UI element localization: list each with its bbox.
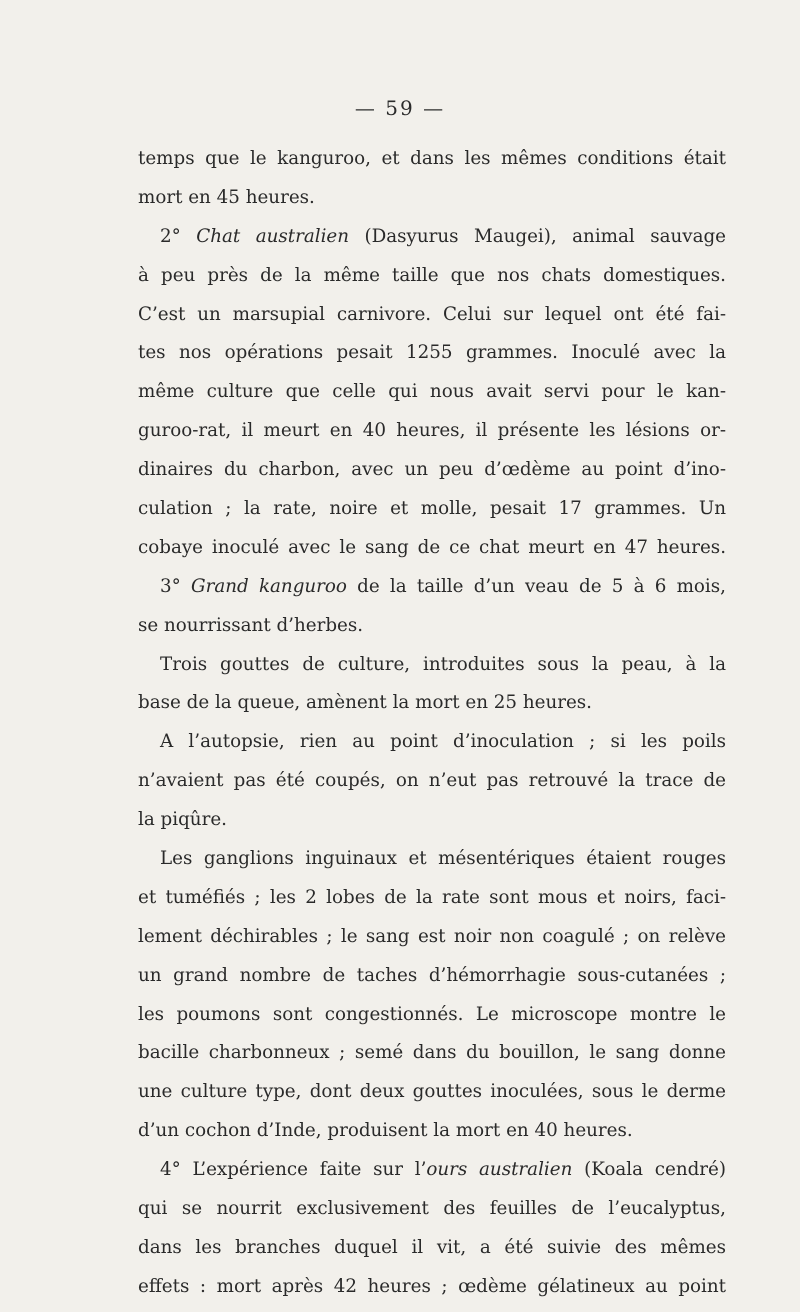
line-text: dans les branches duquel il vit, a été suivie des mêmes xyxy=(138,1236,726,1258)
text-line xyxy=(138,1229,726,1268)
text-line xyxy=(138,1034,726,1073)
text-line xyxy=(138,840,726,879)
line-text: effets : mort après 42 heures ; œdème gélatineux au point xyxy=(138,1275,726,1297)
line-text: lement déchirables ; le sang est noir non coagulé ; on relève xyxy=(138,925,726,947)
text-line xyxy=(138,451,726,490)
line-text: guroo-rat, il meurt en 40 heures, il présente les lésions or- xyxy=(138,420,726,442)
text-line xyxy=(138,490,726,529)
text-line xyxy=(138,918,726,957)
text-line xyxy=(138,957,726,996)
line-text: qui se nourrit exclusivement des feuilles de l’eucalyptus, xyxy=(138,1198,726,1220)
text-line xyxy=(138,801,726,840)
line-text: de la taille d’un veau de 5 à 6 mois, xyxy=(346,575,726,597)
text-line xyxy=(138,607,726,646)
text-line xyxy=(138,529,726,568)
line-text: Les ganglions inguinaux et mésentériques étaient rouges xyxy=(160,848,726,870)
line-text: une culture type, dont deux gouttes inoculées, sous le derme xyxy=(138,1081,726,1103)
line-text: d’un cochon d’Inde, produisent la mort en 40 heures. xyxy=(138,1120,633,1142)
line-prefix: 2° xyxy=(160,225,197,247)
line-text: Trois gouttes de culture, introduites sous la peau, à la xyxy=(160,653,726,675)
line-text: mort en 45 heures. xyxy=(138,186,315,208)
text-line xyxy=(138,179,726,218)
line-text: (Dasyurus Maugei), animal sauvage xyxy=(349,225,726,247)
line-text: base de la queue, amènent la mort en 25 heures. xyxy=(138,692,592,714)
italic-term: ours australien xyxy=(426,1159,573,1181)
line-prefix: 4° L’expérience faite sur l’ xyxy=(160,1159,427,1181)
text-line xyxy=(138,568,726,607)
line-text: culation ; la rate, noire et molle, pesait 17 grammes. Un xyxy=(138,498,726,520)
text-line xyxy=(138,723,726,762)
text-line xyxy=(138,412,726,451)
text-line xyxy=(138,1073,726,1112)
text-line xyxy=(138,373,726,412)
line-text: A l’autopsie, rien au point d’inoculation ; si les poils xyxy=(160,731,726,753)
line-text: C’est un marsupial carnivore. Celui sur lequel ont été fai- xyxy=(138,303,726,325)
text-line xyxy=(138,646,726,685)
page-number: — 59 — xyxy=(354,96,446,120)
line-text: temps que le kanguroo, et dans les mêmes conditions était xyxy=(138,148,726,169)
line-text: et tuméfiés ; les 2 lobes de la rate sont mous et noirs, faci- xyxy=(138,886,726,908)
line-text: les poumons sont congestionnés. Le microscope montre le xyxy=(138,1003,726,1025)
text-line xyxy=(138,1151,726,1190)
text-line xyxy=(138,684,726,723)
line-prefix: 3° xyxy=(160,575,191,597)
line-text: bacille charbonneux ; semé dans du bouillon, le sang donne xyxy=(138,1042,726,1064)
text-line xyxy=(138,996,726,1035)
line-text: cobaye inoculé avec le sang de ce chat meurt en 47 heures. xyxy=(138,536,726,558)
line-text: la piqûre. xyxy=(138,809,227,831)
text-line xyxy=(138,218,726,257)
italic-term: Chat australien xyxy=(196,225,350,247)
text-line xyxy=(138,762,726,801)
text-line xyxy=(138,879,726,918)
italic-term: Grand kanguroo xyxy=(191,575,347,597)
line-text: n’avaient pas été coupés, on n’eut pas retrouvé la trace de xyxy=(138,770,726,792)
text-line xyxy=(138,1112,726,1151)
text-line xyxy=(138,1190,726,1229)
text-line xyxy=(138,257,726,296)
line-text: même culture que celle qui nous avait servi pour le kan- xyxy=(138,381,726,403)
line-text: (Koala cendré) xyxy=(572,1159,726,1181)
line-text: un grand nombre de taches d’hémorrhagie sous-cutanées ; xyxy=(138,964,726,986)
text-line xyxy=(138,1268,726,1307)
line-text: dinaires du charbon, avec un peu d’œdème au point d’ino- xyxy=(138,459,726,481)
text-line xyxy=(138,334,726,373)
line-text: se nourrissant d’herbes. xyxy=(138,614,364,636)
line-text: à peu près de la même taille que nos chats domestiques. xyxy=(138,264,726,286)
text-line xyxy=(138,296,726,335)
text-line xyxy=(138,140,726,179)
body-text xyxy=(138,140,726,1307)
line-text: tes nos opérations pesait 1255 grammes. Inoculé avec la xyxy=(138,342,726,364)
